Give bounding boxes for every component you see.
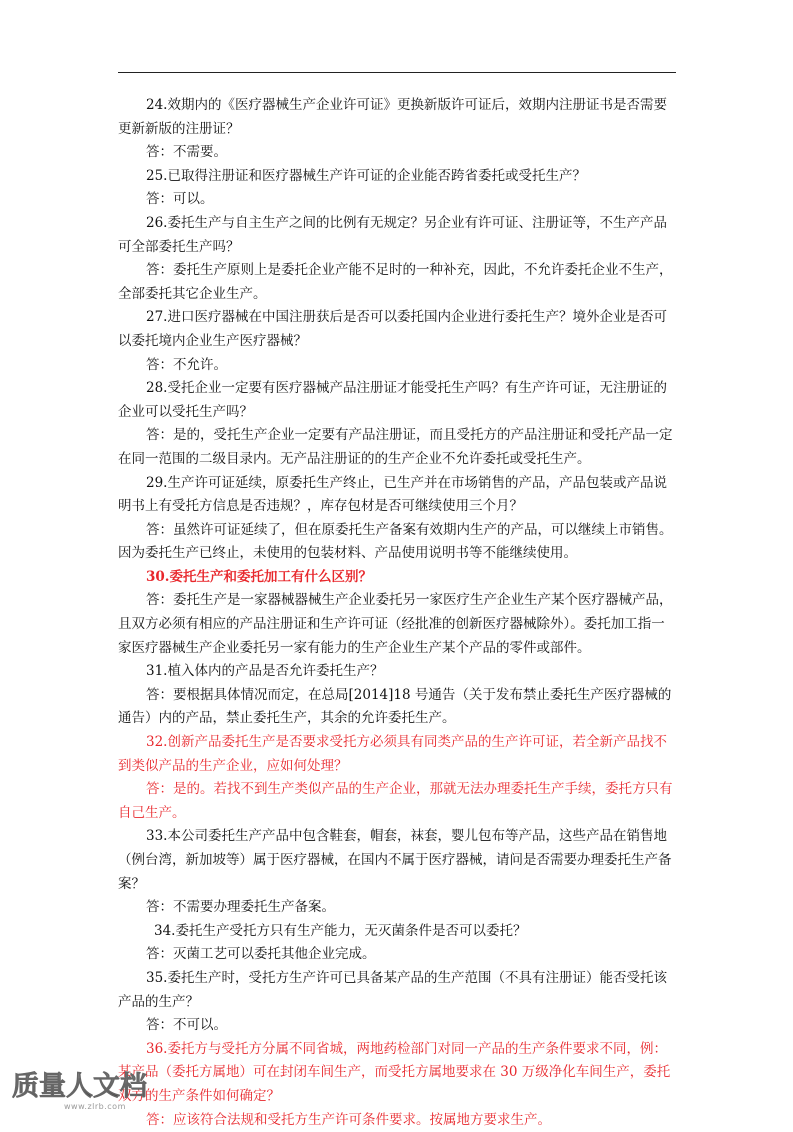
answer-36: 答：应该符合法规和受托方生产许可条件要求。按属地方要求生产。 [146, 1111, 551, 1128]
answer-32: 答：是的。若找不到生产类似产品的生产企业，那就无法办理委托生产手续，委托方只有自己生产。 [118, 781, 673, 821]
watermark-logo [10, 1068, 160, 1114]
question-31: 31.植入体内的产品是否允许委托生产？ [146, 663, 384, 680]
answer-34: 答：灭菌工艺可以委托其他企业完成。 [146, 946, 376, 963]
answer-33: 答：不需要办理委托生产备案。 [146, 899, 335, 916]
logo-mark [10, 1068, 160, 1102]
question-35: 35.委托生产时，受托方生产许可已具备某产品的生产范围（不具有注册证）能否受托该产品的生产？ [118, 969, 667, 1010]
question-26: 26.委托生产与自主生产之间的比例有无规定？另企业有许可证、注册证等，不生产产品可全部委托生产吗？ [118, 214, 667, 255]
answer-26: 答：委托生产原则上是委托企业产能不足时的一种补充，因此，不允许委托企业不生产，全部委托其它企业生产。 [118, 262, 673, 302]
question-34: 34.委托生产受托方只有生产能力，无灭菌条件是否可以委托？ [154, 922, 527, 939]
answer-28: 答：是的，受托生产企业一定要有产品注册证，而且受托方的产品注册证和受托产品一定在同一范围的二级目录内。无产品注册证的的生产企业不允许委托或受托生产。 [118, 427, 673, 467]
question-32: 32.创新产品委托生产是否要求受托方必须具有同类产品的生产许可证，若全新产品找不到类似产品的生产企业，应如何处理？ [118, 734, 667, 774]
answer-31: 答：要根据具体情况而定，在总局[2014]18 号通告（关于发布禁止委托生产医疗器械的通告）内的产品，禁止委托生产，其余的允许委托生产。 [118, 686, 672, 727]
answer-27: 答：不允许。 [146, 356, 227, 373]
logo-text: 质量人文档 [12, 1071, 147, 1102]
question-24: 24.效期内的《医疗器械生产企业许可证》更换新版许可证后，效期内注册证书是否需要更新新版的注册证？ [118, 97, 667, 137]
answer-25: 答：可以。 [146, 191, 214, 208]
answer-24: 答：不需要。 [146, 144, 227, 161]
logo-url: www.zlrb.com [64, 1102, 126, 1111]
answer-29: 答：虽然许可证延续了，但在原委托生产备案有效期内生产的产品，可以继续上市销售。因为委托生产已终止，未使用的包装材料、产品使用说明书等不能继续使用。 [118, 521, 673, 562]
question-36: 36.委托方与受托方分属不同省城，两地药检部门对同一产品的生产条件要求不同，例：某产品（委托方属地）可在封闭车间生产，而受托方属地要求在 30 万级净化车间生产，委托双方的生产条件如何确定？ [118, 1040, 671, 1104]
question-27: 27.进口医疗器械在中国注册获后是否可以委托国内企业进行委托生产？境外企业是否可以委托境内企业生产医疗器械？ [118, 309, 667, 349]
question-29: 29.生产许可证延续，原委托生产终止，已生产并在市场销售的产品，产品包装或产品说明书上有受托方信息是否违规？，库存包材是否可继续使用三个月？ [118, 474, 667, 515]
answer-30: 答：委托生产是一家器械器械生产企业委托另一家医疗生产企业生产某个医疗器械产品，且双方必须有相应的产品注册证和生产许可证（经批准的创新医疗器械除外）。委托加工指一家医疗器械生产企业委托另一家有能力的生产企业生产某个产品的零件或部件。 [118, 592, 673, 656]
question-30: 30.委托生产和委托加工有什么区别？ [146, 568, 372, 585]
logo-graphic [10, 1068, 160, 1102]
question-28: 28.受托企业一定要有医疗器械产品注册证才能受托生产吗？有生产许可证，无注册证的企业可以受托生产吗？ [118, 380, 667, 420]
header-rule [118, 72, 676, 73]
question-25: 25.已取得注册证和医疗器械生产许可证的企业能否跨省委托或受托生产？ [146, 167, 586, 184]
question-33: 33.本公司委托生产产品中包含鞋套，帽套，袜套，婴儿包布等产品，这些产品在销售地（例台湾，新加坡等）属于医疗器械，在国内不属于医疗器械，请问是否需要办理委托生产备案？ [118, 828, 672, 892]
document-body [118, 94, 678, 1132]
answer-35: 答：不可以。 [146, 1017, 227, 1034]
